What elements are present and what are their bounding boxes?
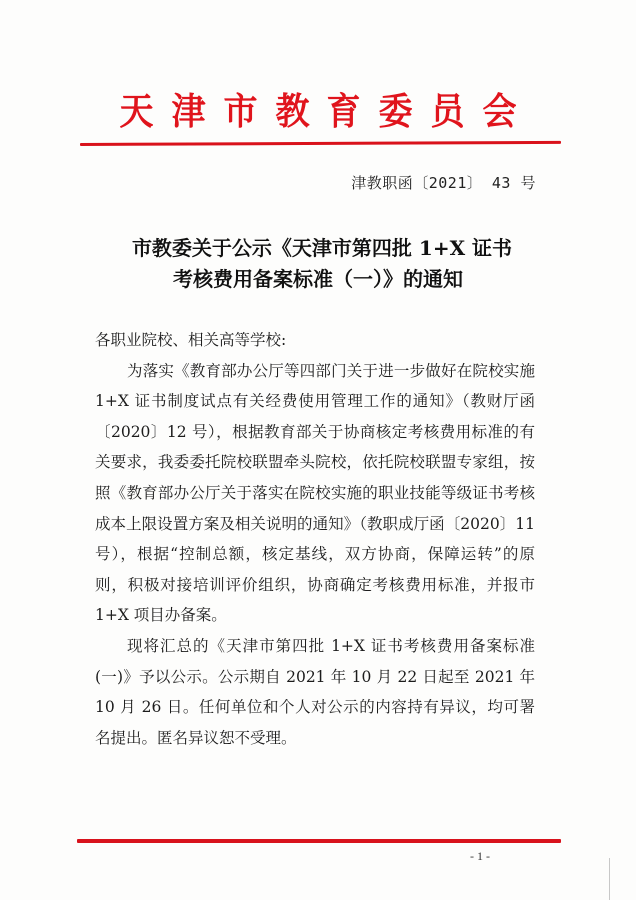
organization-header: [118, 88, 518, 134]
page-number: - 1 -: [470, 849, 490, 863]
title-line-1: 市教委关于公示《天津市第四批 1+X 证书: [131, 236, 513, 260]
title-line-2: 考核费用备案标准（一）》的通知: [173, 267, 463, 291]
footer-red-rule: [77, 839, 561, 843]
body-paragraph-1: 为落实《教育部办公厅等四部门关于进一步做好在院校实施1+X 证书制度试点有关经费使用管理工作的通知》（教财厅函〔2020〕12 号），根据教育部关于协商核定考核费用标准的有关要求，我委委托院校联盟牵头院校，依托院校联盟专家组，按照《教育部办公厅关于落实在院校实施的职业技能等级证书考核成本上限设置方案及相关说明的通知》（教职成厅函〔2020〕11 号），根据“控制总额，核定基线，双方协商，保障运转”的原则，积极对接培训评价组织，协商确定考核费用标准，并报市 1+X 项目办备案。: [95, 361, 535, 625]
header-char: 育: [326, 89, 361, 133]
header-char: 员: [430, 89, 465, 133]
header-char: 教: [275, 89, 310, 133]
header-char: 委: [378, 89, 413, 133]
header-char: 市: [223, 89, 258, 133]
salutation: 各职业院校、相关高等学校:: [95, 331, 287, 349]
header-red-rule: [80, 141, 561, 146]
header-char: 津: [171, 89, 206, 133]
scan-edge-artifact: [609, 858, 610, 900]
header-char: 天: [119, 89, 154, 133]
document-body: [95, 325, 535, 753]
header-char: 会: [482, 89, 517, 133]
document-number: 津教职函〔2021〕 43 号: [351, 174, 536, 192]
document-title: [0, 233, 636, 295]
body-paragraph-2: 现将汇总的《天津市第四批 1+X 证书考核费用备案标准(一)》予以公示。公示期自 2021 年 10 月 22 日起至 2021 年 10 月 26 日。任何单位和个人对公示的内容持有异议，均可署名提出。匿名异议恕不受理。: [95, 636, 535, 747]
